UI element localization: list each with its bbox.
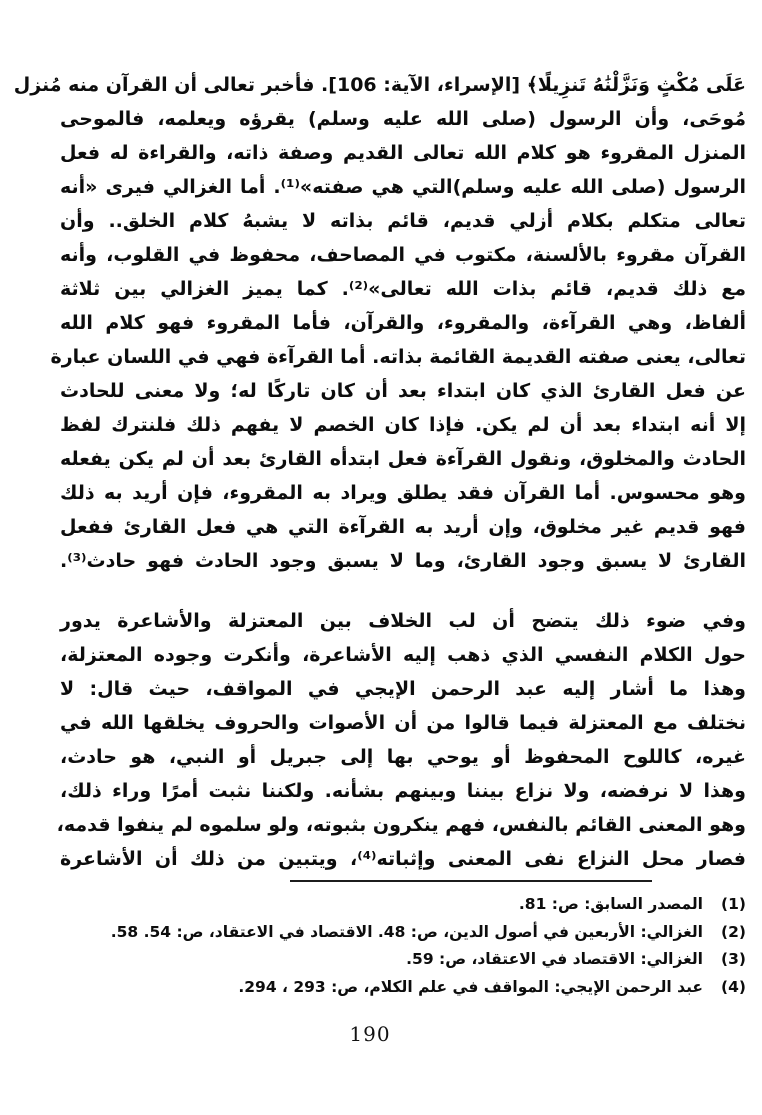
footnote-row (60, 891, 746, 919)
footnote-marker: (3) (721, 950, 746, 968)
paragraph-2 (56, 604, 746, 876)
footnote-marker: (2) (721, 922, 746, 941)
text-line: تعالى، يعنى صفته القديمة القائمة بذاته. أما القرآءة فهي في اللسان عبارة (50, 346, 746, 368)
text-line: وهذا ما أشار إليه عبد الرحمن الإيجي في المواقف، حيث قال: لا (60, 678, 746, 700)
footnote-marker: (1) (721, 895, 746, 913)
text-line: وهو محسوس. أما القرآن فقد يطلق ويراد به المقروء، فإن أريد به ذلك (60, 482, 746, 504)
paragraph-1 (13, 68, 746, 578)
text-line: نختلف مع المعتزلة فيما قالوا من أن الأصوات والحروف يخلقها الله في (60, 712, 746, 734)
text-line: الرسول (صلى الله عليه وسلم)التي هي صفته»⁽¹⁾. أما الغزالي فيرى «أنه (60, 176, 746, 198)
footnote-text: عبد الرحمن الإيجي: المواقف في علم الكلام، ص: 293 ، 294. (238, 977, 703, 996)
footnote-row (60, 974, 746, 1002)
text-line: عن فعل القارئ الذي كان ابتداء بعد أن كان تاركًا له؛ ولا معنى للحادث (60, 380, 746, 402)
page-number: 190 (349, 1022, 391, 1046)
text-line: وهذا لا نرفضه، ولا نزاع بيننا وبينهم بشأنه. ولكننا نثبت أمرًا وراء ذلك، (60, 780, 746, 802)
footnote-text: الغزالي: الاقتصاد في الاعتقاد، ص: 59. (406, 950, 703, 968)
text-line: حول الكلام النفسي الذي ذهب إليه الأشاعرة، وأنكرت وجوده المعتزلة، (60, 644, 746, 666)
footnote-text: المصدر السابق: ص: 81. (518, 895, 703, 913)
text-line: القرآن مقروء بالألسنة، مكتوب في المصاحف، محفوظ في القلوب، وأنه (60, 244, 746, 266)
footnote-row (60, 919, 746, 947)
text-line: وفي ضوء ذلك يتضح أن لب الخلاف بين المعتزلة والأشاعرة يدور (60, 610, 746, 632)
text-line: ألفاظ، وهي القرآءة، والمقروء، والقرآن، فأما المقروء فهو كلام الله (60, 312, 746, 334)
text-line: الحادث والمخلوق، ونقول القرآءة فعل ابتدأه القارئ بعد أن لم يكن يفعله (60, 448, 746, 470)
footnote-marker: (4) (721, 977, 746, 996)
text-line: القارئ لا يسبق وجود القارئ، وما لا يسبق وجود الحادث فهو حادث⁽³⁾. (60, 550, 746, 572)
text-line: مع ذلك قديم، قائم بذات الله تعالى»⁽²⁾. كما يميز الغزالي بين ثلاثة (60, 278, 746, 300)
text-line: فصار محل النزاع نفى المعنى وإثباته⁽⁴⁾، ويتبين من ذلك أن الأشاعرة (60, 848, 746, 870)
footnote-text: الغزالي: الأربعين في أصول الدين، ص: 48. الاقتصاد في الاعتقاد، ص: 54. 58. (110, 922, 703, 941)
main-text-block (13, 68, 746, 902)
footnote-separator (290, 880, 652, 882)
footnote-list (60, 891, 746, 1001)
text-line: المنزل المقروء هو كلام الله تعالى القديم وصفة ذاته، والقراءة له فعل (60, 142, 746, 164)
text-line: مُوحَى، وأن الرسول (صلى الله عليه وسلم) يقرؤه ويعلمه، فالموحى (60, 108, 746, 130)
text-line: إلا أنه ابتداء بعد أن لم يكن. فإذا كان الخصم لا يفهم ذلك فلنترك لفظ (60, 414, 746, 436)
text-line: تعالى متكلم بكلام أزلي قديم، قائم بذاته لا يشبهُ كلام الخلق.. وأن (60, 210, 746, 232)
footnotes-section (60, 880, 746, 1001)
text-line: غيره، كاللوح المحفوظ أو يوحي بها إلى جبريل أو النبي، هو حادث، (60, 746, 746, 768)
footnote-row (60, 946, 746, 974)
text-line: فهو قديم غير مخلوق، وإن أريد به القرآءة التي هي فعل القارئ ففعل (60, 516, 746, 538)
text-line: وهو المعنى القائم بالنفس، فهم ينكرون بثبوته، ولو سلموه لم ينفوا قدمه، (56, 814, 746, 836)
text-line: عَلَى مُكْثٍ وَنَزَّلْنَٰهُ تَنزِيلًا﴾ [الإسراء، الآية: 106]. فأخبر تعالى أن القرآن منه مُنزل (13, 74, 746, 96)
